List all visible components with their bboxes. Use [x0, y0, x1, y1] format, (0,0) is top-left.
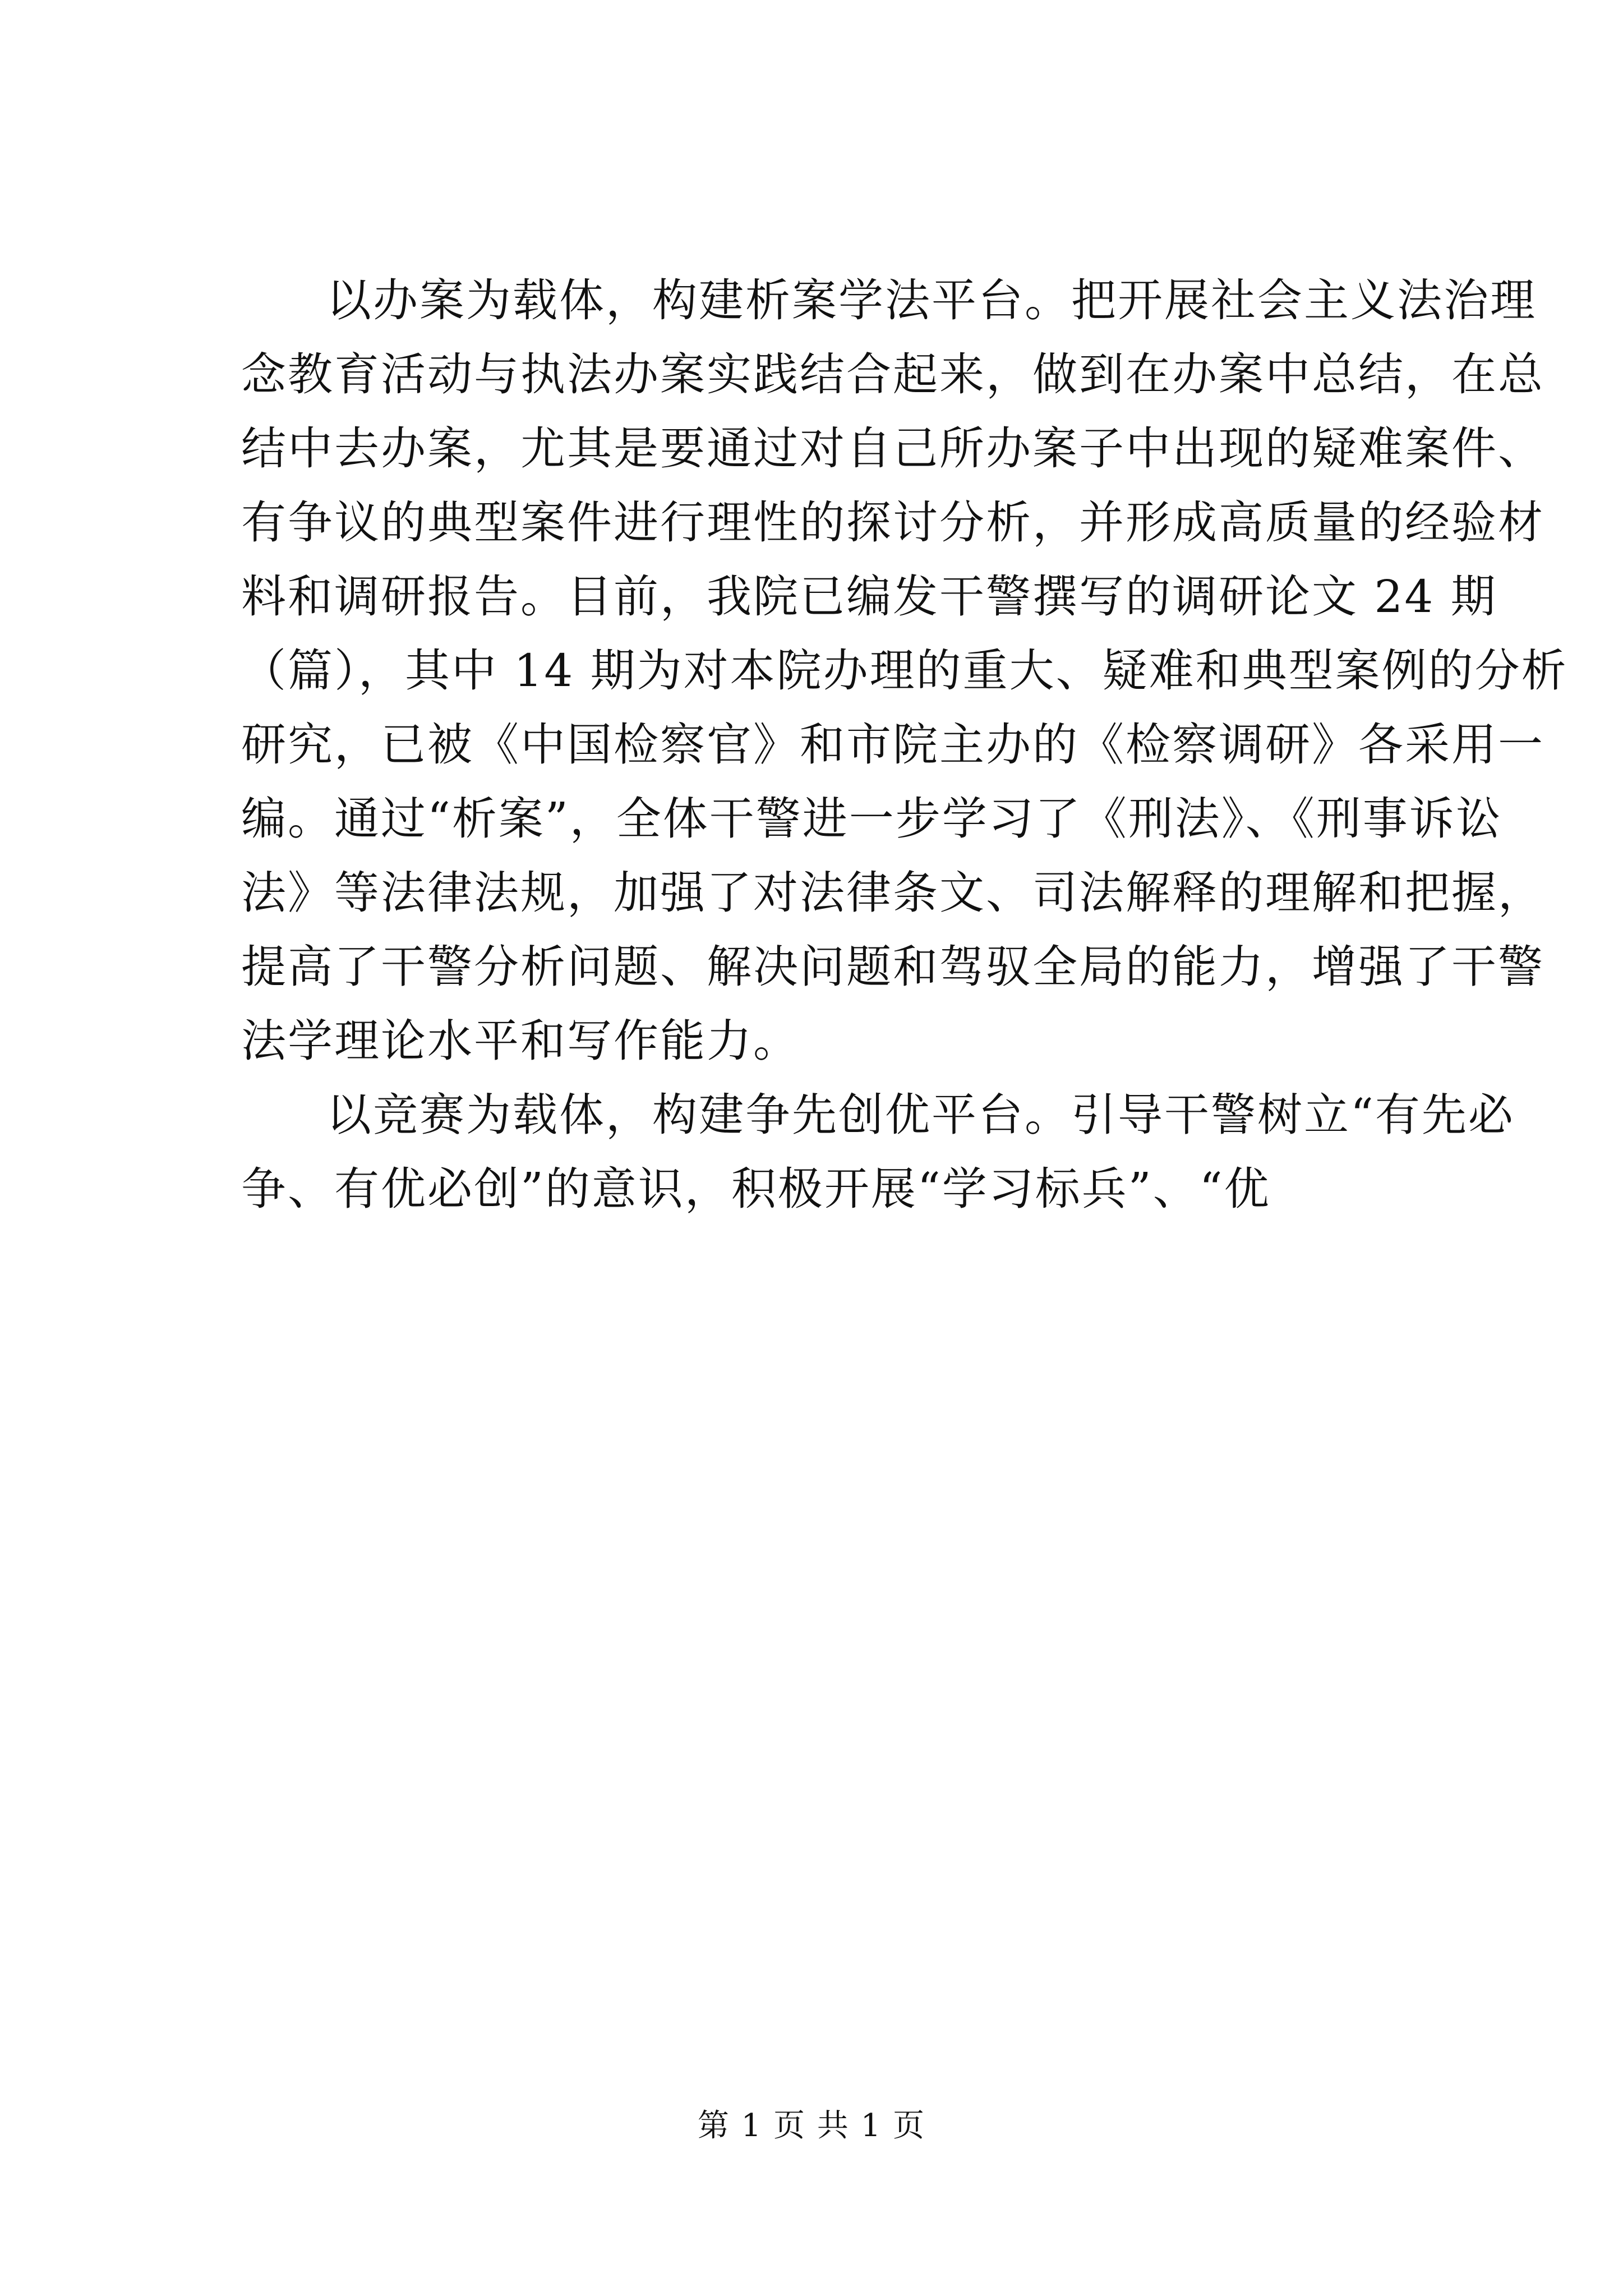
paragraph-2-line-2: 争、有优必创”的意识，积极开展“学习标兵”、“优	[241, 1163, 1271, 1215]
paragraph-1-line-1: 以办案为载体，构建析案学法平台。把开展社会主义法治理	[326, 274, 1537, 326]
paragraph-1-line-5: 料和调研报告。目前，我院已编发干警撰写的调研论文 24 期	[241, 570, 1497, 623]
paragraph-1-line-4: 有争议的典型案件进行理性的探讨分析，并形成高质量的经验材	[241, 496, 1544, 549]
paragraph-1-line-7: 研究，已被《中国检察官》和市院主办的《检察调研》各采用一	[241, 719, 1544, 771]
paragraph-1-line-2: 念教育活动与执法办案实践结合起来，做到在办案中总结，在总	[241, 348, 1544, 401]
page-footer: 第 1 页 共 1 页	[697, 2108, 926, 2144]
paragraph-2-line-1: 以竞赛为载体，构建争先创优平台。引导干警树立“有先必	[326, 1089, 1515, 1141]
paragraph-1-line-11: 法学理论水平和写作能力。	[241, 1015, 800, 1067]
paragraph-1-line-6: （篇），其中 14 期为对本院办理的重大、疑难和典型案例的分析	[241, 645, 1568, 697]
paragraph-1-line-3: 结中去办案，尤其是要通过对自己所办案子中出现的疑难案件、	[241, 422, 1544, 475]
paragraph-1-line-9: 法》等法律法规，加强了对法律条文、司法解释的理解和把握，	[241, 867, 1544, 919]
paragraph-1-line-10: 提高了干警分析问题、解决问题和驾驭全局的能力，增强了干警	[241, 941, 1544, 993]
document-body	[241, 264, 1568, 1226]
paragraph-1-line-8: 编。通过“析案”，全体干警进一步学习了《刑法》、《刑事诉讼	[241, 793, 1502, 845]
